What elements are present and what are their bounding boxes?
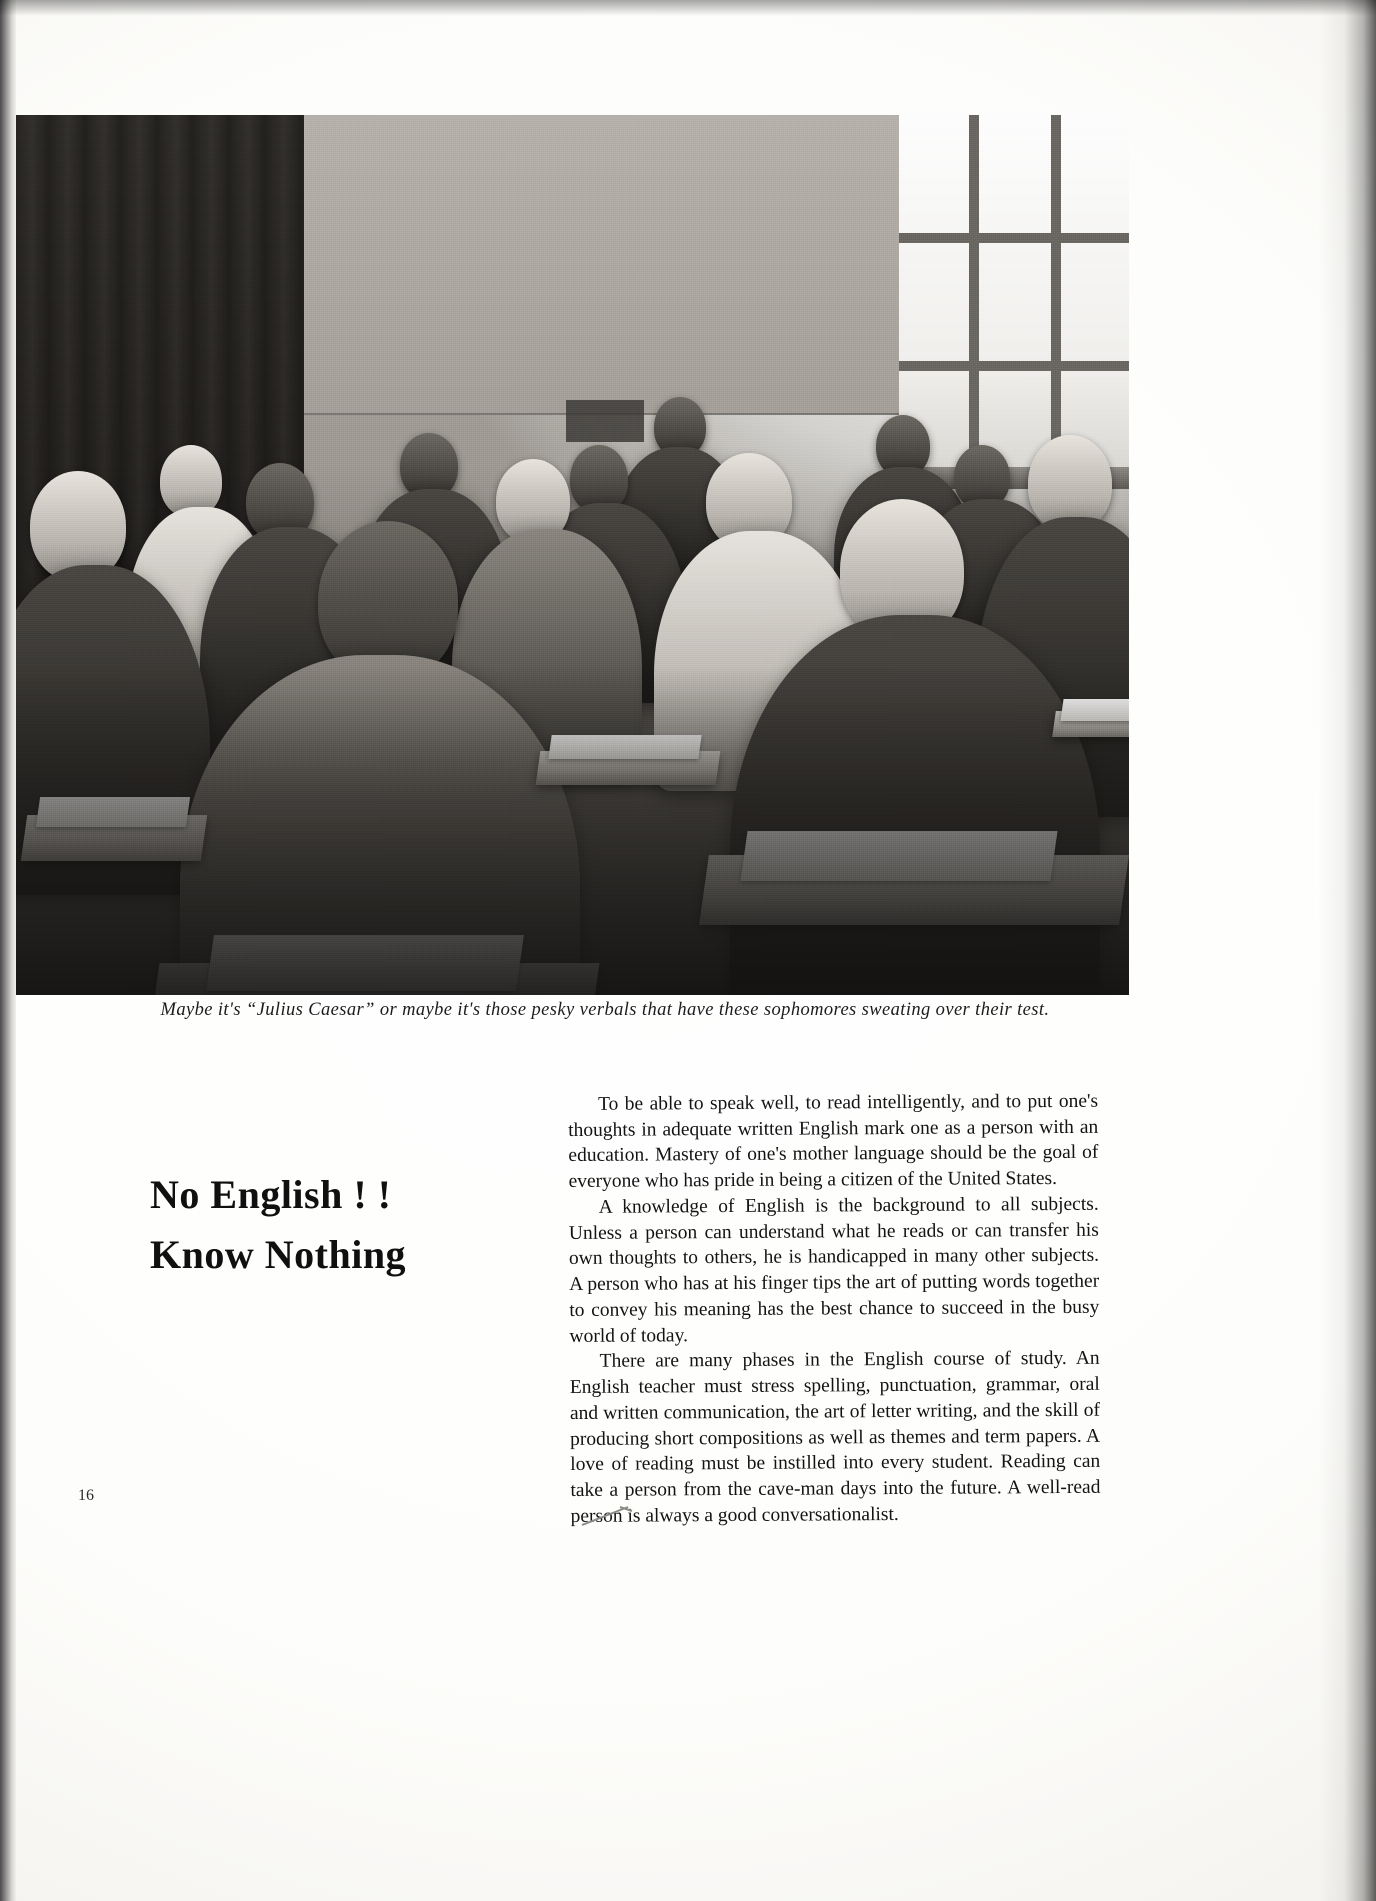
photo-caption: Maybe it's “Julius Caesar” or maybe it's those pesky verbals that have these sophomores sweating over their test. [160, 1000, 1050, 1020]
headline-line-2: Know Nothing [150, 1232, 407, 1277]
paragraph: There are many phases in the English course of study. An English teacher must stress spelling, punctuation, grammar, oral and written communication, the art of letter writing, and the skill of producing short compositions as well as themes and term papers. A love of reading must be instilled into every student. Reading can take a person from the cave-man days into the future. A well-read person is always a good conversationalist. [569, 1348, 1101, 1527]
article-body [568, 1089, 1101, 1530]
binding-gutter [0, 0, 16, 1901]
page-number: 16 [78, 1487, 94, 1504]
wall-board [566, 400, 644, 442]
back-wall-panel [304, 115, 904, 415]
scratch-mark [580, 1505, 640, 1527]
photo-scene [14, 115, 1129, 995]
floor-shadow [14, 665, 1129, 995]
window-frame [899, 115, 1129, 475]
headline-line-1: No English ! ! [150, 1172, 392, 1217]
classroom-photograph [14, 115, 1129, 995]
paragraph: To be able to speak well, to read intelligently, and to put one's thoughts in adequate written English mark one as a person with an education. Mastery of one's mother language should be the goal of everyone who has pride in being a citizen of the United States. [568, 1090, 1099, 1193]
page-edge-shadow [1318, 0, 1376, 1901]
paragraph: A knowledge of English is the background to all subjects. Unless a person can understand what he reads or can transfer his own thoughts to others, he is handicapped in many other subjects. A person who has at his finger tips the art of putting words together to convey his meaning has the best chance to succeed in the busy world of today. [568, 1193, 1100, 1347]
page-title [150, 1165, 510, 1285]
page-top-shadow [0, 0, 1376, 16]
